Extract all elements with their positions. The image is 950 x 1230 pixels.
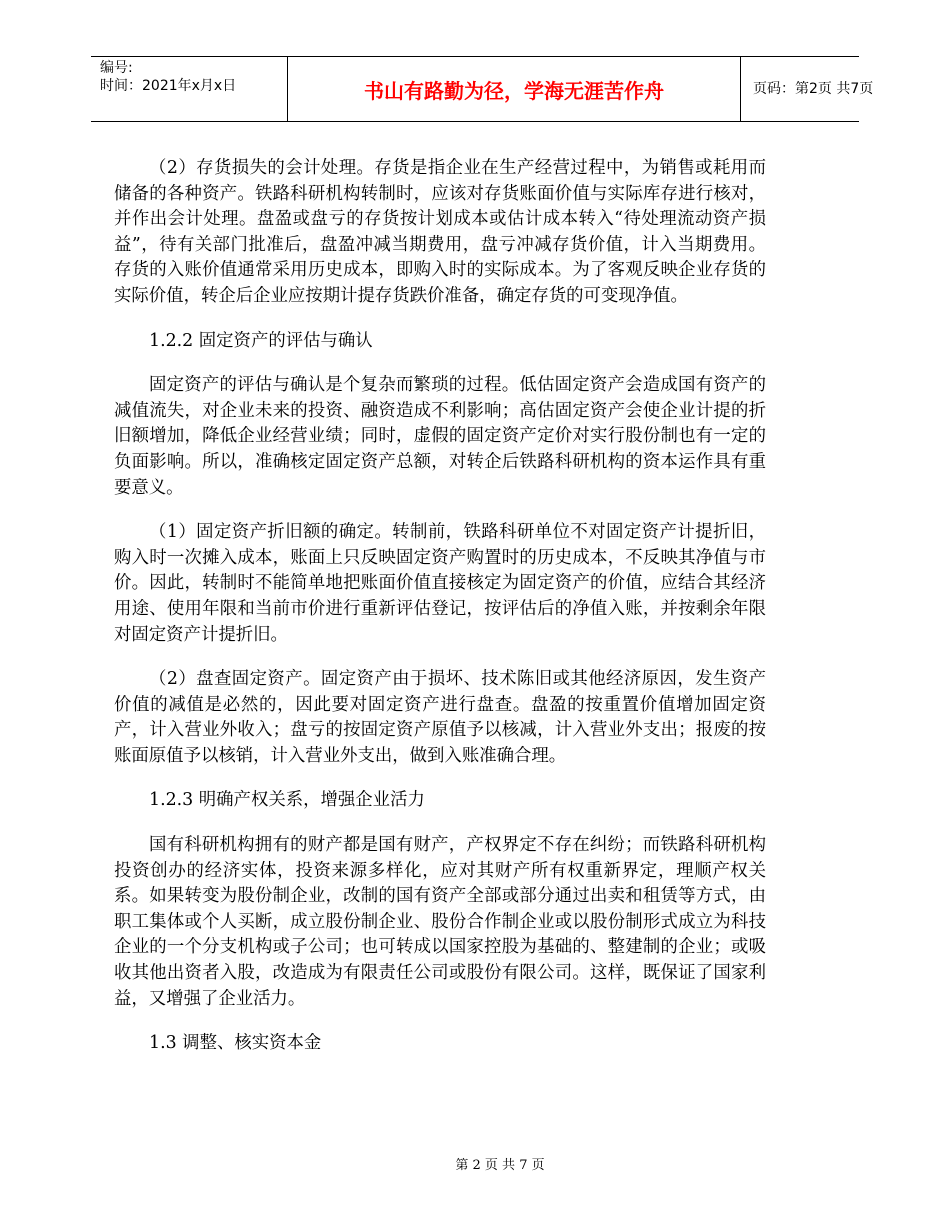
section-heading-1-3: 1.3 调整、核实资本金 xyxy=(149,1033,322,1054)
paragraph-property-rights: 国有科研机构拥有的财产都是国有财产，产权界定不存在纠纷；而铁路科研机构投资创办的经济实体，投资来源多样化，应对其财产所有权重新界定，理顺产权关系。如果转变为股份制企业，改制的国有资产全部或部分通过出卖和租赁等方式，由职工集体或个人买断，成立股份制企业、股份合作制企业或以股份制形式成立为科技企业的一个分支机构或子公司；也可转成以国家控股为基础的、整建制的企业；或吸收其他出资者入股，改造成为有限责任公司或股份有限公司。这样，既保证了国家利益，又增强了企业活力。 xyxy=(114,835,766,1009)
section-heading-1-2-3: 1.2.3 明确产权关系，增强企业活力 xyxy=(149,790,425,811)
paragraph-asset-inventory-check: （2）盘查固定资产。固定资产由于损坏、技术陈旧或其他经济原因，发生资产价值的减值是必然的，因此要对固定资产进行盘查。盘盈的按重置价值增加固定资产，计入营业外收入；盘亏的按固定资产原值予以核减，计入营业外支出；报废的按账面原值予以核销，计入营业外支出，做到入账准确合理。 xyxy=(114,669,766,766)
paragraph-depreciation: （1）固定资产折旧额的确定。转制前，铁路科研单位不对固定资产计提折旧，购入时一次摊入成本，账面上只反映固定资产购置时的历史成本，不反映其净值与市价。因此，转制时不能简单地把账面价值直接核定为固定资产的价值，应结合其经济用途、使用年限和当前市价进行重新评估登记，按评估后的净值入账，并按剩余年限对固定资产计提折旧。 xyxy=(114,522,766,645)
header-page-info: 页码：第2页 共7页 xyxy=(753,81,874,97)
document-body xyxy=(114,156,766,1057)
section-heading-1-2-2: 1.2.2 固定资产的评估与确认 xyxy=(149,330,373,351)
document-number-label: 编号: xyxy=(100,60,133,76)
document-time-label: 时间：2021年x月x日 xyxy=(100,78,237,94)
paragraph-inventory-loss: （2）存货损失的会计处理。存货是指企业在生产经营过程中，为销售或耗用而储备的各种资产。铁路科研机构转制时，应该对存货账面价值与实际库存进行核对，并作出会计处理。盘盈或盘亏的存货按计划成本或估计成本转入“待处理流动资产损益”，待有关部门批准后，盘盈冲减当期费用，盘亏冲减存货价值，计入当期费用。存货的入账价值通常采用历史成本，即购入时的实际成本。为了客观反映企业存货的实际价值，转企后企业应按期计提存货跌价准备，确定存货的可变现净值。 xyxy=(114,158,766,306)
header-meta xyxy=(91,57,287,121)
header-motto-cell xyxy=(287,57,741,121)
paragraph-fixed-asset-evaluation: 固定资产的评估与确认是个复杂而繁琐的过程。低估固定资产会造成国有资产的减值流失，对企业未来的投资、融资造成不利影响；高估固定资产会使企业计提的折旧额增加，降低企业经营业绩；同时，虚假的固定资产定价对实行股份制也有一定的负面影响。所以，准确核定固定资产总额，对转企后铁路科研机构的资本运作具有重要意义。 xyxy=(114,375,766,498)
page-footer: 第 2 页 共 7 页 xyxy=(455,1158,545,1173)
header-motto: 书山有路勤为径，学海无涯苦作舟 xyxy=(364,79,664,103)
page-header xyxy=(91,56,874,122)
header-page-cell xyxy=(741,57,874,121)
